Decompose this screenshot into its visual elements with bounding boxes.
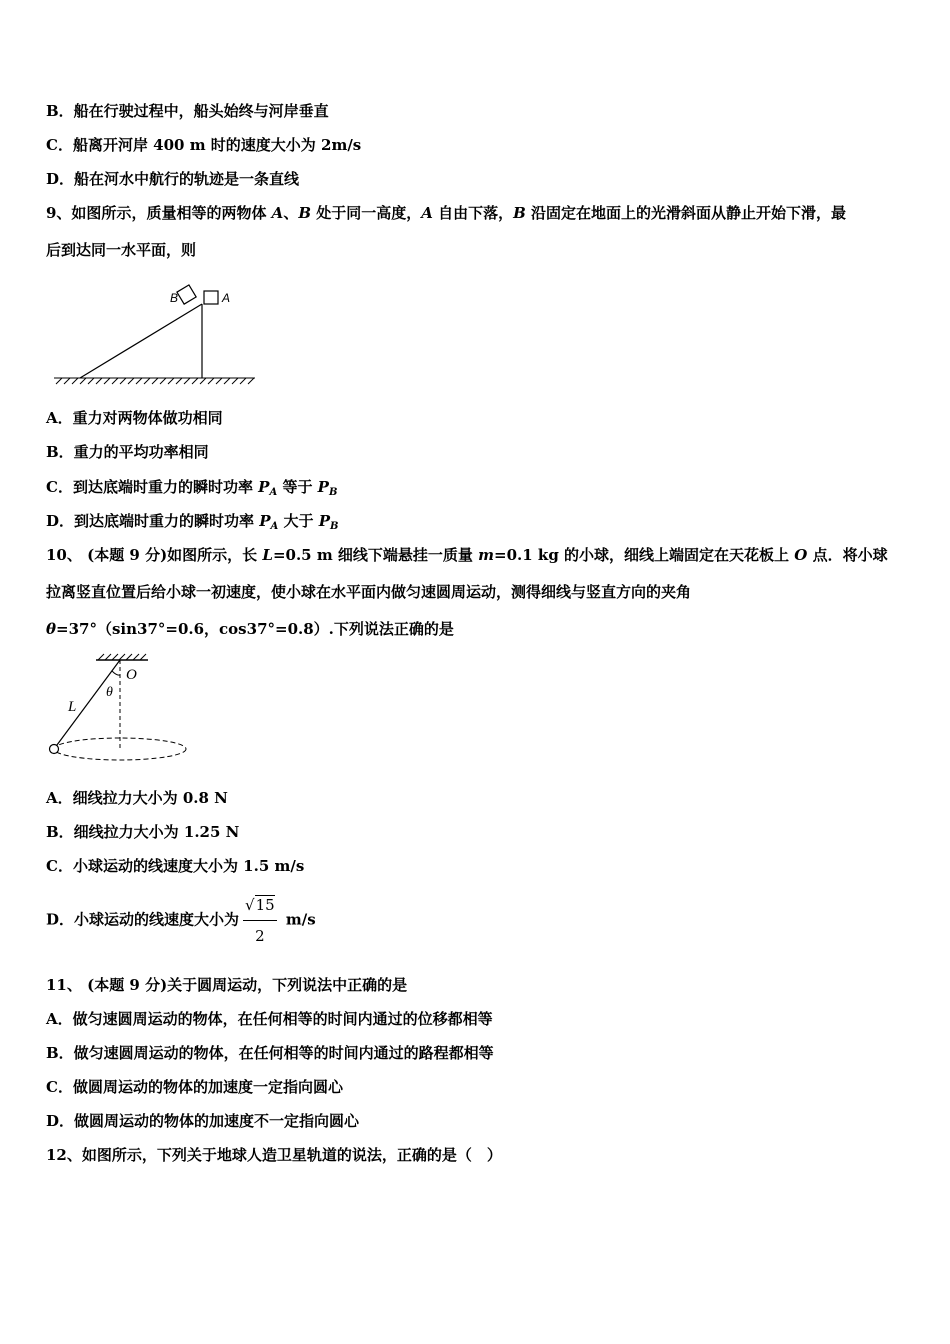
q11-option-c: C．做圆周运动的物体的加速度一定指向圆心 xyxy=(46,1078,343,1096)
q9-stem-line2: 后到达同一水平面，则 xyxy=(46,241,197,259)
q10-stem-line1: 10、 (本题 9 分)如图所示，长 L=0.5 m 细线下端悬挂一质量 m=0.1 kg 的小球，细线上端固定在天花板上 O 点．将小球 xyxy=(46,546,888,564)
label-l: L xyxy=(68,699,77,715)
label-o: O xyxy=(126,667,137,683)
q11-option-d: D．做圆周运动的物体的加速度不一定指向圆心 xyxy=(46,1112,360,1130)
q9-stem-line1: 9、如图所示，质量相等的两物体 A、B 处于同一高度，A 自由下落，B 沿固定在地面上的光滑斜面从静止开始下滑，最 xyxy=(46,204,847,222)
q10-stem-line2: 拉离竖直位置后给小球一初速度，使小球在水平面内做匀速圆周运动，测得细线与竖直方向的夹角 xyxy=(46,583,692,601)
theta-arc xyxy=(112,671,120,675)
q10-option-d: D．小球运动的线速度大小为 $\frac{√15}{2}$ m/s xyxy=(46,892,316,949)
ball xyxy=(50,745,59,754)
q10-option-a: A．细线拉力大小为 0.8 N xyxy=(46,789,228,807)
q12-stem: 12、如图所示，下列关于地球人造卫星轨道的说法，正确的是（ ） xyxy=(46,1146,502,1164)
q10-option-c: C．小球运动的线速度大小为 1.5 m/s xyxy=(46,857,305,875)
q9-option-d: D．到达底端时重力的瞬时功率 $P_A$ 大于 $P_B$ xyxy=(46,512,339,532)
q10-option-b: B．细线拉力大小为 1.25 N xyxy=(46,823,240,841)
block-a xyxy=(204,291,218,304)
q9-option-b: B．重力的平均功率相同 xyxy=(46,443,209,461)
q9-option-c: C．到达底端时重力的瞬时功率 $P_A$ 等于 $P_B$ xyxy=(46,478,338,498)
q9-incline-figure xyxy=(50,280,265,390)
label-b: B xyxy=(170,291,179,305)
incline-slope xyxy=(80,304,202,378)
q11-option-a: A．做匀速圆周运动的物体，在任何相等的时间内通过的位移都相等 xyxy=(46,1010,493,1028)
q8-option-c: C．船离开河岸 400 m 时的速度大小为 2m/s xyxy=(46,136,362,154)
q11-stem: 11、 (本题 9 分)关于圆周运动，下列说法中正确的是 xyxy=(46,976,408,994)
fraction-sqrt15-over-2: $\frac{√15}{2}$ xyxy=(243,892,277,949)
block-b xyxy=(177,285,196,304)
q9-option-a: A．重力对两物体做功相同 xyxy=(46,409,223,427)
q8-option-d: D．船在河水中航行的轨迹是一条直线 xyxy=(46,170,300,188)
q10-stem-line3: θ=37°（sin37°=0.6，cos37°=0.8）.下列说法正确的是 xyxy=(46,620,454,638)
q11-option-b: B．做匀速圆周运动的物体，在任何相等的时间内通过的路程都相等 xyxy=(46,1044,494,1062)
label-a: A xyxy=(222,291,231,305)
q10-pendulum-figure xyxy=(42,652,202,772)
ceiling-hatching xyxy=(98,654,146,660)
circular-path xyxy=(54,738,186,760)
label-theta: θ xyxy=(106,685,113,700)
ground-hatching xyxy=(54,378,255,384)
string-line xyxy=(54,660,120,749)
q8-option-b: B．船在行驶过程中，船头始终与河岸垂直 xyxy=(46,102,329,120)
